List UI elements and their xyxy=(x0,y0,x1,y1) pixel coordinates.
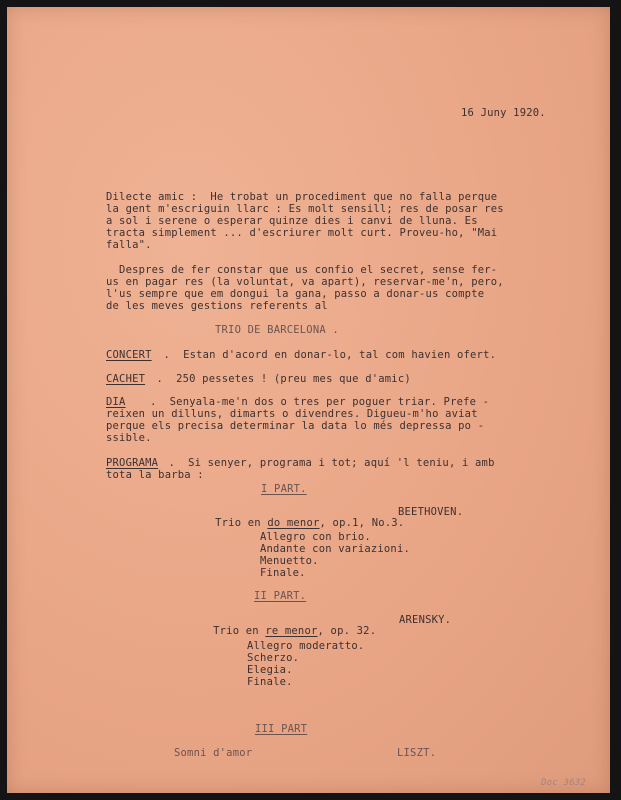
text-line: ssible. xyxy=(106,432,152,444)
movement: Elegia. xyxy=(247,664,293,676)
movement: Finale. xyxy=(247,676,293,688)
text-line: la gent m'escriguin llarc : Es molt sensill; res de posar res xyxy=(106,203,504,215)
text-line: a sol i serene o esperar quinze dies i canvi de lluna. Es xyxy=(106,215,478,227)
work-prefix: Trio en xyxy=(215,517,268,529)
part-title: II PART. xyxy=(254,590,307,602)
movement: Allegro moderatto. xyxy=(247,640,365,652)
letter-date: 16 Juny 1920. xyxy=(461,107,546,119)
dia-label: DIA xyxy=(106,396,126,408)
archive-reference: Doc 3632 xyxy=(541,778,586,788)
composer-name: BEETHOVEN. xyxy=(398,506,464,518)
work-suffix: , op. 32. xyxy=(317,625,377,637)
programa-label: PROGRAMA xyxy=(106,457,159,469)
movement: Menuetto. xyxy=(260,555,319,567)
letter-page xyxy=(7,7,610,793)
text-line: Despres de fer constar que us confio el secret, sense fer- xyxy=(106,264,498,276)
text-line: perque els precisa determinar la data lo més depressa po - xyxy=(106,420,485,432)
text-line: . Senyala-me'n dos o tres per poguer triar. Prefe - xyxy=(124,396,490,408)
text-line: tracta simplement ... d'escriurer molt curt. Proveu-ho, "Mai xyxy=(106,227,498,239)
work-key: re menor xyxy=(265,625,318,637)
text-line: de les meves gestions referents al xyxy=(106,300,328,312)
part-title: I PART. xyxy=(261,483,307,495)
concert-label: CONCERT xyxy=(106,349,152,361)
text-line: tota la barba : xyxy=(106,469,204,481)
movement: Scherzo. xyxy=(247,652,300,664)
movement: Allegro con brio. xyxy=(260,531,371,543)
work-line: Somni d'amor xyxy=(174,747,253,759)
text-line: falla". xyxy=(106,239,152,251)
text-line: . Si senyer, programa i tot; aquí 'l teniu, i amb xyxy=(162,457,495,469)
concert-text: . Estan d'acord en donar-lo, tal com havien ofert. xyxy=(157,349,497,361)
work-prefix: Trio en xyxy=(213,625,266,637)
part-title: III PART xyxy=(255,723,308,735)
text-line: l'us sempre que em dongui la gana, passo a donar-us compte xyxy=(106,288,485,300)
work-key: do menor xyxy=(267,517,320,529)
composer-name: LISZT. xyxy=(397,747,437,759)
trio-heading: TRIO DE BARCELONA . xyxy=(215,324,339,336)
text-line: us en pagar res (la voluntat, va apart), reservar-me'n, pero, xyxy=(106,276,504,288)
work-suffix: , op.1, No.3. xyxy=(319,517,405,529)
cachet-label: CACHET xyxy=(106,373,146,385)
text-line: Dilecte amic : He trobat un procediment que no falla perque xyxy=(106,191,498,203)
text-line: reixen un dilluns, dimarts o divendres. Digueu-m'ho aviat xyxy=(106,408,478,420)
cachet-text: . 250 pessetes ! (preu mes que d'amic) xyxy=(150,373,411,385)
composer-name: ARENSKY. xyxy=(399,614,452,626)
movement: Andante con variazioni. xyxy=(260,543,410,555)
movement: Finale. xyxy=(260,567,306,579)
